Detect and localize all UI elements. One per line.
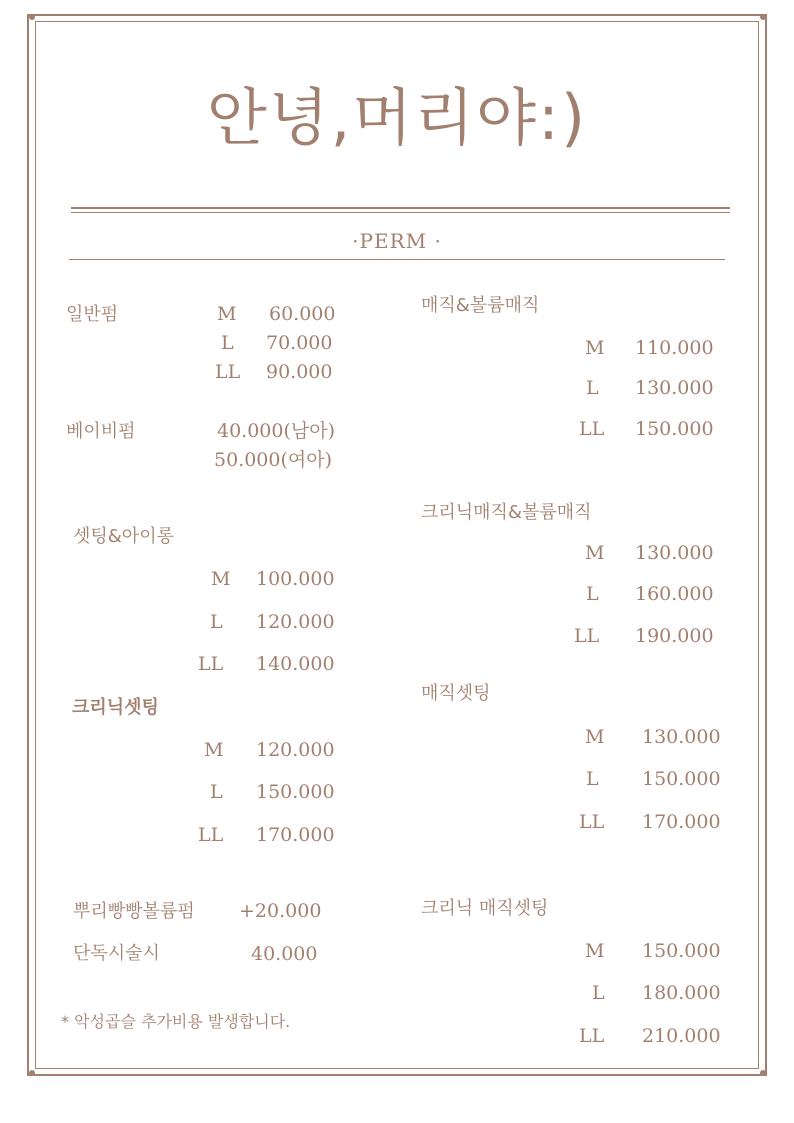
price: 130.000 — [635, 542, 714, 564]
price: 140.000 — [256, 653, 335, 675]
size-label: LL — [579, 1025, 605, 1047]
price: 150.000 — [642, 768, 721, 790]
price: 40.000 — [251, 943, 318, 965]
size-label: M — [585, 337, 605, 359]
price: 50.000(여아) — [214, 449, 333, 471]
price: 120.000 — [256, 611, 335, 633]
corner-dot-icon — [760, 14, 766, 20]
size-label: L — [586, 583, 599, 605]
footnote: * 악성곱슬 추가비용 발생합니다. — [61, 1012, 291, 1031]
size-label: LL — [579, 418, 605, 440]
divider — [69, 259, 725, 260]
price: 110.000 — [635, 337, 714, 359]
price: 150.000 — [635, 418, 714, 440]
menu-item-name: 크리닉매직&볼륨매직 — [421, 502, 592, 523]
price: 210.000 — [642, 1025, 721, 1047]
price: 190.000 — [635, 625, 714, 647]
price: 70.000 — [266, 332, 333, 354]
page-title: 안녕,머리야:) — [206, 81, 588, 154]
price: 130.000 — [635, 377, 714, 399]
size-label: L — [221, 332, 234, 354]
menu-item-name: 매직셋팅 — [421, 683, 491, 704]
menu-item-name: 뿌리빵빵볼륨펌 — [73, 901, 195, 922]
corner-dot-icon — [760, 1070, 766, 1076]
size-label: M — [204, 739, 224, 761]
size-label: M — [217, 303, 237, 325]
menu-item-name: 일반펌 — [66, 304, 119, 325]
size-label: L — [210, 781, 223, 803]
price: 170.000 — [256, 824, 335, 846]
price: 130.000 — [642, 726, 721, 748]
price: 40.000(남아) — [217, 420, 336, 442]
price: 170.000 — [642, 811, 721, 833]
size-label: LL — [215, 361, 241, 383]
menu-item-name: 단독시술시 — [73, 943, 160, 964]
size-label: L — [586, 377, 599, 399]
price: +20.000 — [239, 900, 322, 922]
price: 90.000 — [266, 361, 333, 383]
price: 150.000 — [256, 781, 335, 803]
menu-item-name: 베이비펌 — [66, 421, 136, 442]
size-label: M — [585, 940, 605, 962]
price: 100.000 — [256, 568, 335, 590]
size-label: L — [210, 611, 223, 633]
size-label: LL — [579, 811, 605, 833]
corner-dot-icon — [29, 14, 35, 20]
menu-item-name: 크리닉셋팅 — [72, 697, 159, 718]
price: 120.000 — [256, 739, 335, 761]
price: 150.000 — [642, 940, 721, 962]
price: 160.000 — [635, 583, 714, 605]
section-title: ·PERM · — [352, 229, 442, 253]
size-label: LL — [198, 824, 224, 846]
size-label: LL — [574, 625, 600, 647]
corner-dot-icon — [29, 1070, 35, 1076]
menu-item-name: 크리닉 매직셋팅 — [421, 898, 549, 919]
divider — [71, 207, 730, 209]
size-label: M — [585, 542, 605, 564]
size-label: L — [586, 768, 599, 790]
size-label: L — [592, 982, 605, 1004]
price: 180.000 — [642, 982, 721, 1004]
size-label: LL — [198, 653, 224, 675]
menu-item-name: 셋팅&아이롱 — [73, 526, 174, 547]
size-label: M — [211, 568, 231, 590]
divider — [71, 212, 730, 213]
price: 60.000 — [269, 303, 336, 325]
menu-item-name: 매직&볼륨매직 — [421, 295, 540, 316]
size-label: M — [585, 726, 605, 748]
